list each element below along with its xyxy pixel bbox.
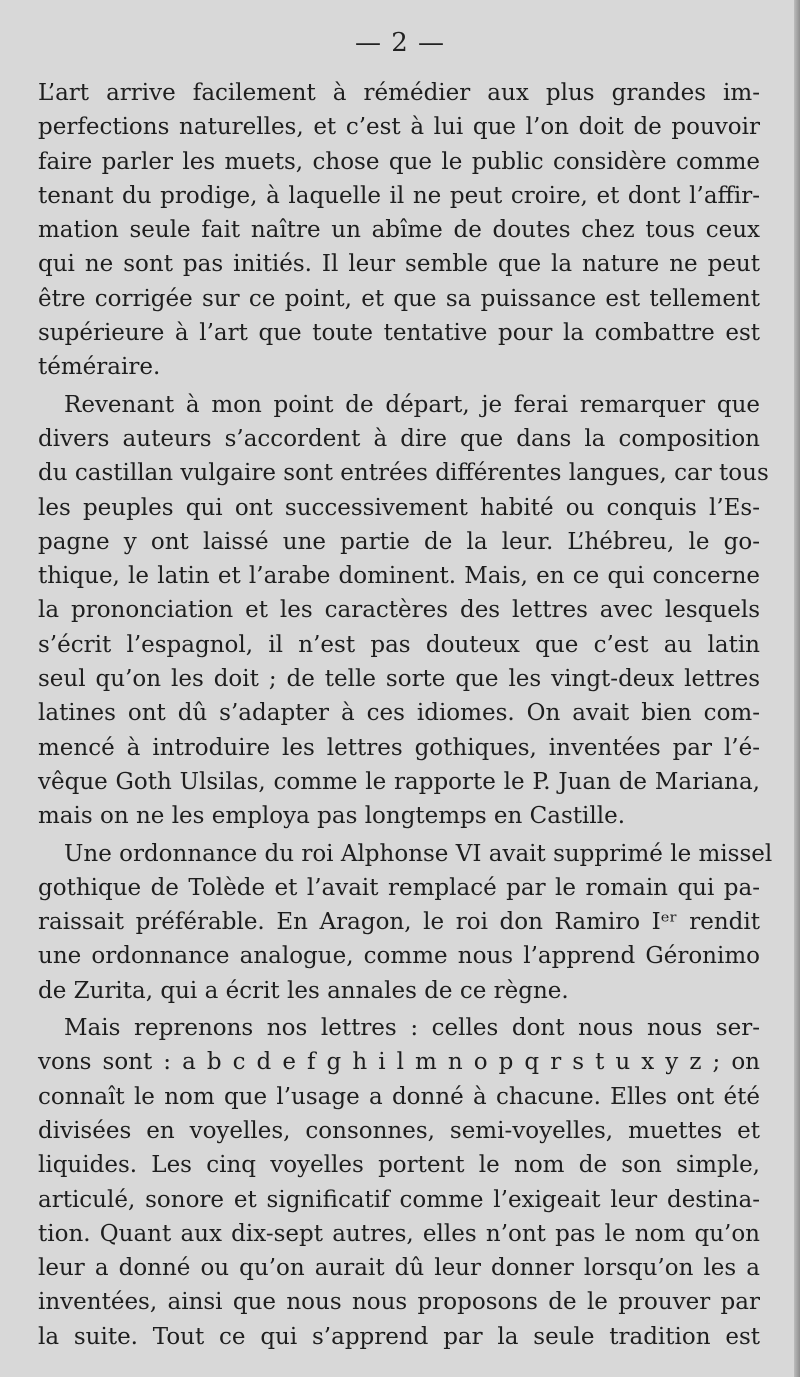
text-line: L’art arrive facilement à rémédier aux plus grandes im- [38, 80, 760, 106]
text-line: thique, le latin et l’arabe dominent. Mais, en ce qui concerne [38, 563, 760, 590]
text-line: vêque Goth Ulsilas, comme le rapporte le P. Juan de Mariana, [38, 768, 760, 795]
text-line: la prononciation et les caractères des lettres avec lesquels [38, 597, 760, 624]
text-line: tenant du prodige, à laquelle il ne peut croire, et dont l’affir- [38, 182, 760, 209]
text-line: la suite. Tout ce qui s’apprend par la seule tradition est [38, 1323, 760, 1350]
page-edge-shadow [794, 0, 800, 1377]
text-line: perfections naturelles, et c’est à lui que l’on doit de pouvoir [38, 114, 760, 141]
text-line: divisées en voyelles, consonnes, semi-voyelles, muettes et [38, 1117, 760, 1144]
text-line: raissait préférable. En Aragon, le roi don Ramiro Iᵉʳ rendit [38, 909, 760, 936]
text-line: du castillan vulgaire sont entrées différentes langues, car tous [38, 460, 769, 487]
text-line: tion. Quant aux dix-sept autres, elles n’ont pas le nom qu’on [38, 1220, 760, 1247]
text-line-alphabet: vons sont : a b c d e f g h i l m n o p q r s t u x y z ; on [38, 1049, 760, 1076]
page-number: — 2 — [354, 28, 446, 58]
text-line: mais on ne les employa pas longtemps en Castille. [38, 803, 626, 830]
text-line: Mais reprenons nos lettres : celles dont nous nous ser- [64, 1015, 760, 1042]
text-line: articulé, sonore et significatif comme l’exigeait leur destina- [38, 1186, 760, 1213]
text-line: qui ne sont pas initiés. Il leur semble que la nature ne peut [38, 251, 760, 278]
paragraph-1 [38, 76, 760, 385]
text-line: leur a donné ou qu’on aurait dû leur donner lorsqu’on les a [38, 1255, 760, 1282]
text-line: faire parler les muets, chose que le public considère comme [38, 148, 760, 175]
paragraph-3 [38, 837, 773, 1008]
text-line: liquides. Les cinq voyelles portent le nom de son simple, [38, 1152, 760, 1179]
text-line: s’écrit l’espagnol, il n’est pas douteux que c’est au latin [38, 631, 760, 658]
text-line: une ordonnance analogue, comme nous l’apprend Géronimo [38, 943, 760, 970]
body-text [38, 76, 773, 1354]
text-line: mencé à introduire les lettres gothiques, inventées par l’é- [38, 734, 760, 761]
text-line: seul qu’on les doit ; de telle sorte que les vingt-deux lettres [38, 666, 760, 693]
text-line: les peuples qui ont successivement habité ou conquis l’Es- [38, 494, 760, 521]
text-line: Revenant à mon point de départ, je ferai remarquer que [64, 391, 760, 418]
text-line: inventées, ainsi que nous nous proposons de le prouver par [38, 1289, 760, 1316]
text-line: mation seule fait naître un abîme de doutes chez tous ceux [38, 217, 760, 244]
text-line: gothique de Tolède et l’avait remplacé par le romain qui pa- [38, 874, 760, 901]
text-line: Une ordonnance du roi Alphonse VI avait supprimé le missel [64, 840, 773, 867]
text-line: latines ont dû s’adapter à ces idiomes. On avait bien com- [38, 700, 760, 727]
text-line: divers auteurs s’accordent à dire que dans la composition [38, 425, 760, 452]
paragraph-4 [38, 1011, 760, 1354]
text-line: être corrigée sur ce point, et que sa puissance est tellement [38, 285, 760, 312]
text-line: téméraire. [38, 354, 161, 381]
text-line: pagne y ont laissé une partie de la leur. L’hébreu, le go- [38, 528, 760, 555]
text-line: de Zurita, qui a écrit les annales de ce règne. [38, 977, 569, 1004]
text-line: connaît le nom que l’usage a donné à chacune. Elles ont été [38, 1083, 760, 1110]
text-line: supérieure à l’art que toute tentative pour la combattre est [38, 320, 760, 347]
paragraph-2 [38, 388, 769, 834]
